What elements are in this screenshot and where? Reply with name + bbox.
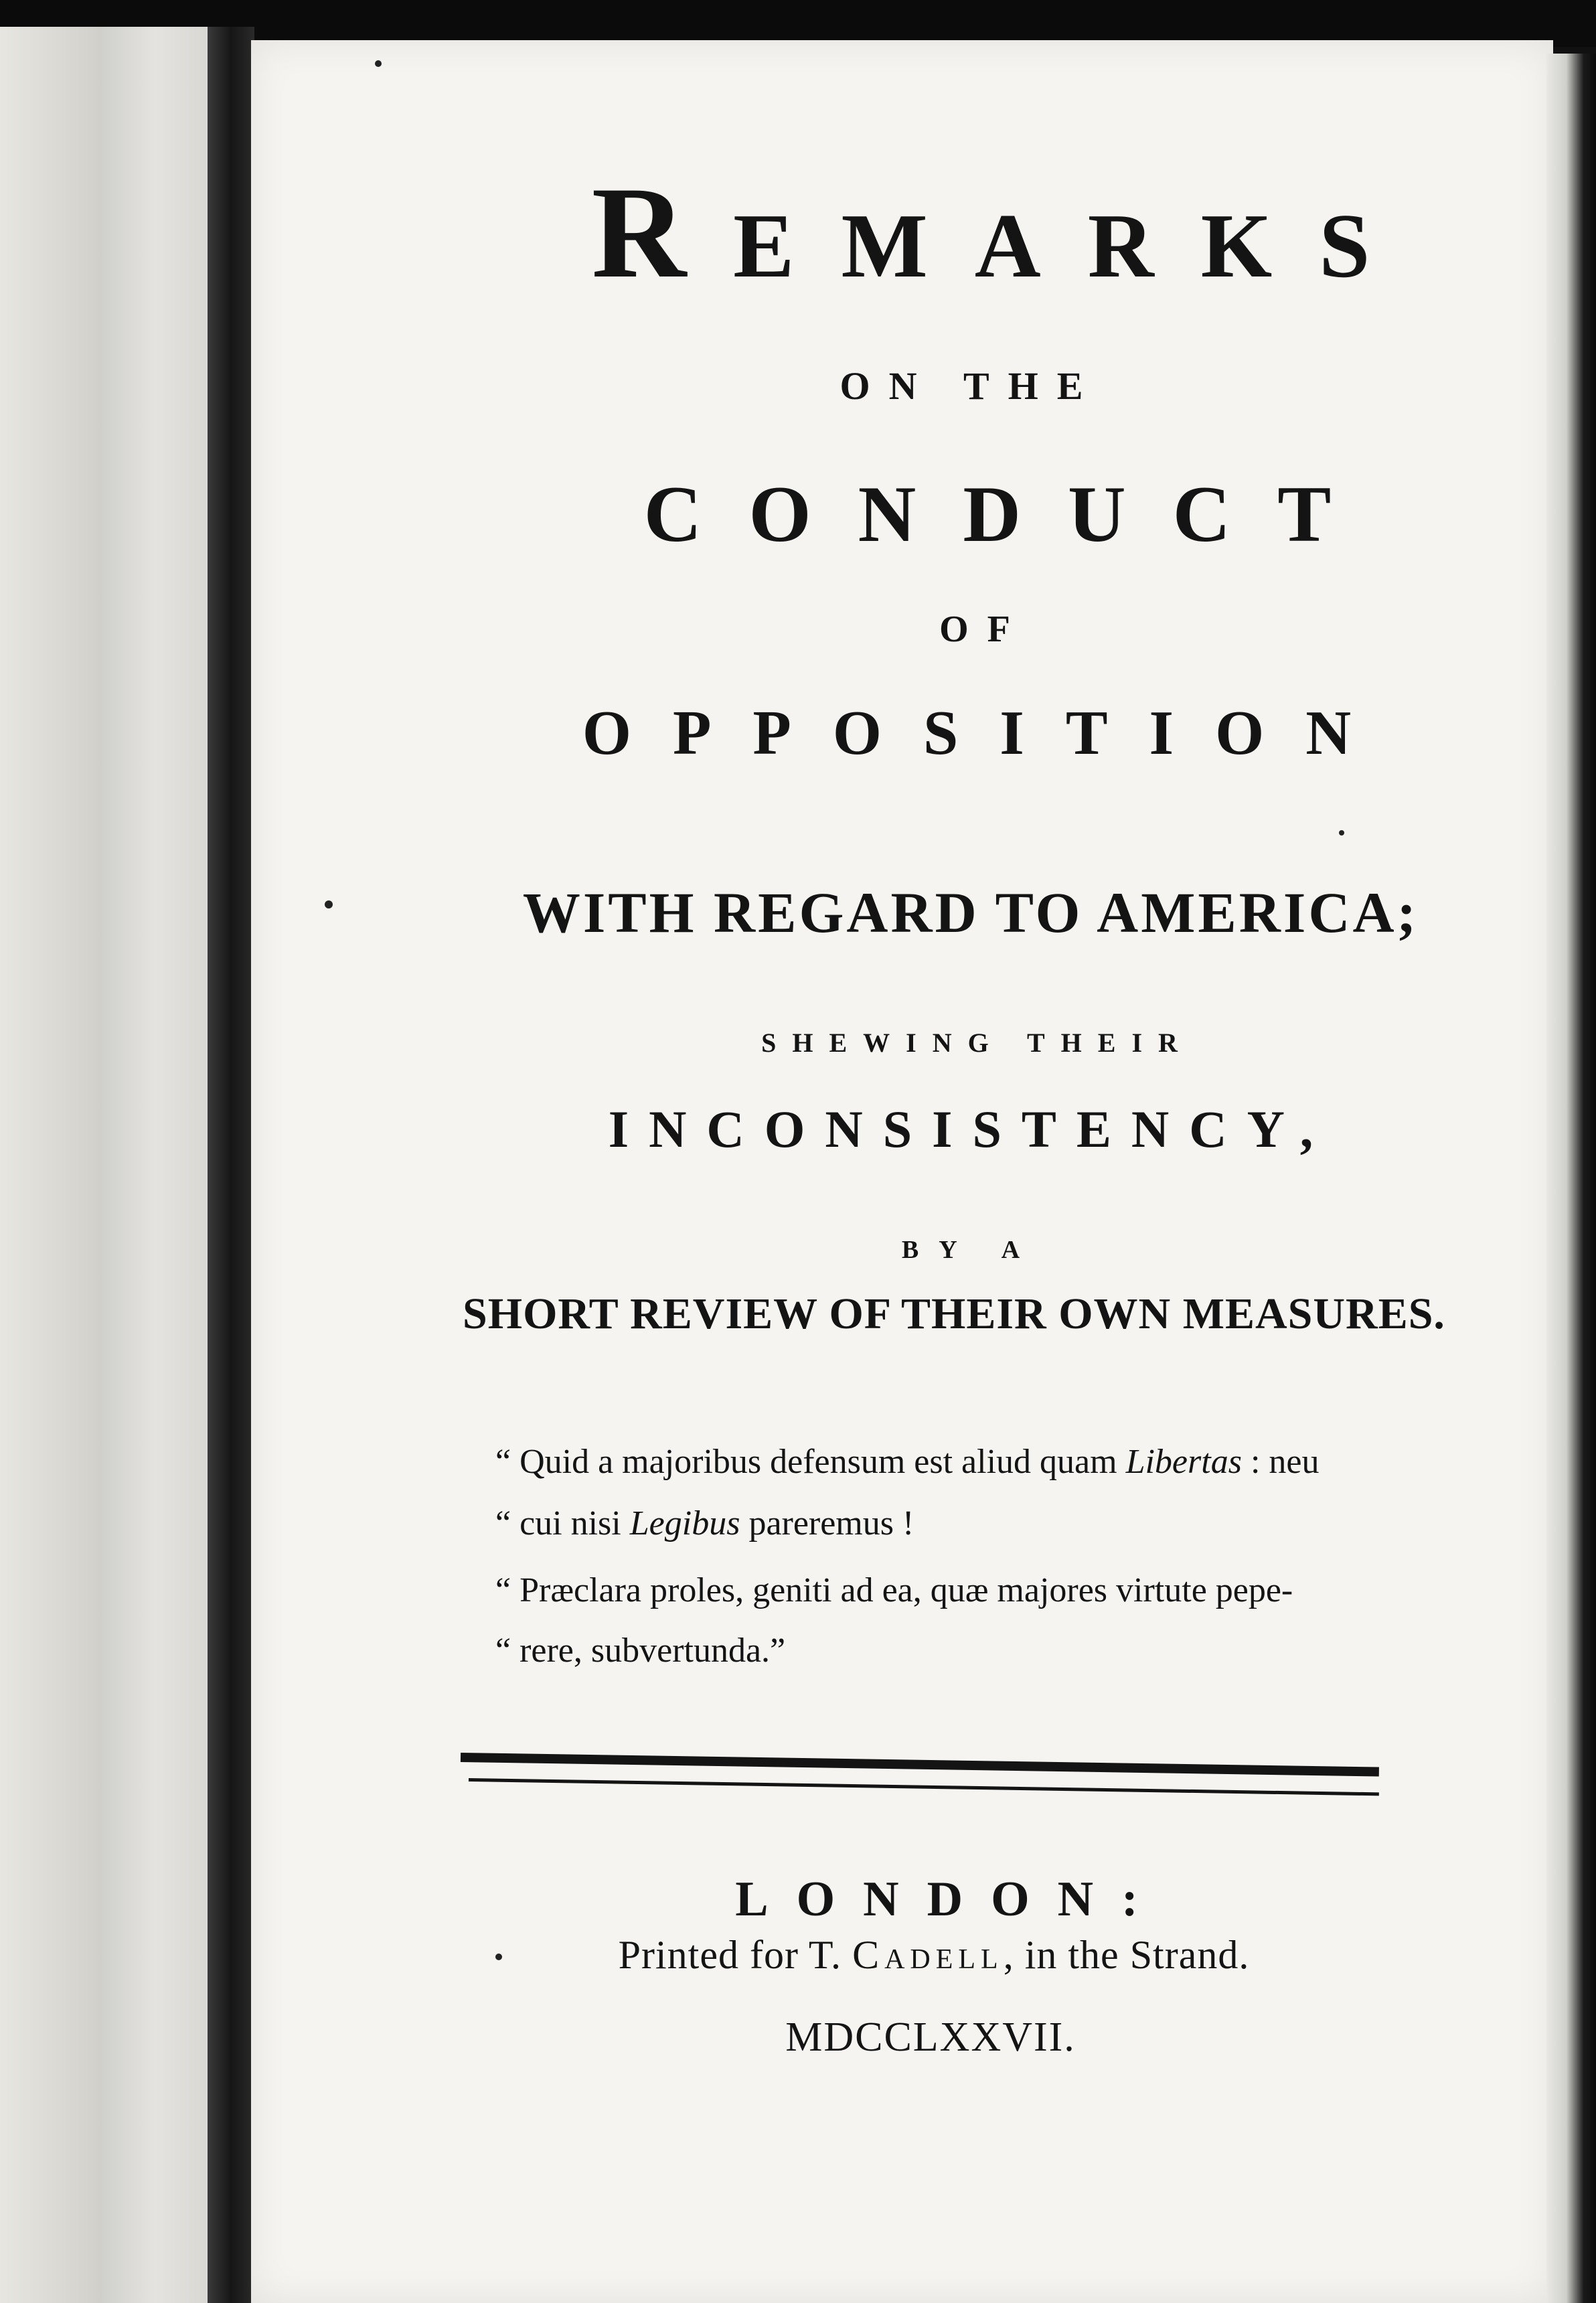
epigraph-text: pareremus !	[740, 1504, 914, 1542]
ink-speck	[375, 60, 382, 67]
binding-gutter	[100, 27, 221, 2303]
title-line-regard: WITH REGARD TO AMERICA;	[522, 880, 1419, 945]
title-line-by-a: BY A	[901, 1236, 1040, 1264]
epigraph-text: “ cui nisi	[495, 1504, 630, 1542]
ink-speck	[495, 1954, 502, 1960]
epigraph-text: “ Quid a majoribus defensum est aliud quam	[495, 1443, 1126, 1481]
epigraph-italic-word: Legibus	[629, 1504, 740, 1542]
epigraph-italic-word: Libertas	[1125, 1443, 1242, 1481]
epigraph-text: : neu	[1241, 1443, 1320, 1481]
title-line-shewing: SHEWING THEIR	[761, 1028, 1194, 1058]
title-line-review: SHORT REVIEW OF THEIR OWN MEASURES.	[463, 1289, 1445, 1338]
epigraph-line-4: “ rere, subvertunda.”	[495, 1632, 786, 1670]
imprint-printer-name: Cadell	[852, 1933, 1004, 1977]
title-line-opposition: OPPOSITION	[582, 698, 1393, 768]
title-line-of: OF	[939, 609, 1029, 650]
page-right-edge	[1546, 54, 1596, 2303]
title-line-inconsistency: INCONSISTENCY,	[608, 1100, 1334, 1158]
facing-page-edge	[0, 27, 107, 2303]
title-line-on-the: ON THE	[840, 364, 1102, 408]
page-title: Remarks	[591, 160, 1417, 305]
imprint-date: MDCCLXXVII.	[785, 2014, 1076, 2060]
imprint-printer	[549, 1935, 1319, 1975]
binding-shadow	[208, 27, 254, 2303]
epigraph-line-2	[495, 1506, 1446, 1541]
ink-speck	[1339, 830, 1344, 836]
imprint-text: Printed for T.	[618, 1933, 853, 1977]
imprint-city: LONDON:	[735, 1872, 1166, 1927]
ink-speck	[325, 900, 333, 908]
epigraph-line-1	[495, 1445, 1446, 1480]
imprint-text: , in the Strand.	[1003, 1933, 1250, 1977]
title-line-conduct: CONDUCT	[643, 469, 1378, 558]
epigraph-line-3: “ Præclara proles, geniti ad ea, quæ majores virtute pepe-	[495, 1571, 1293, 1609]
